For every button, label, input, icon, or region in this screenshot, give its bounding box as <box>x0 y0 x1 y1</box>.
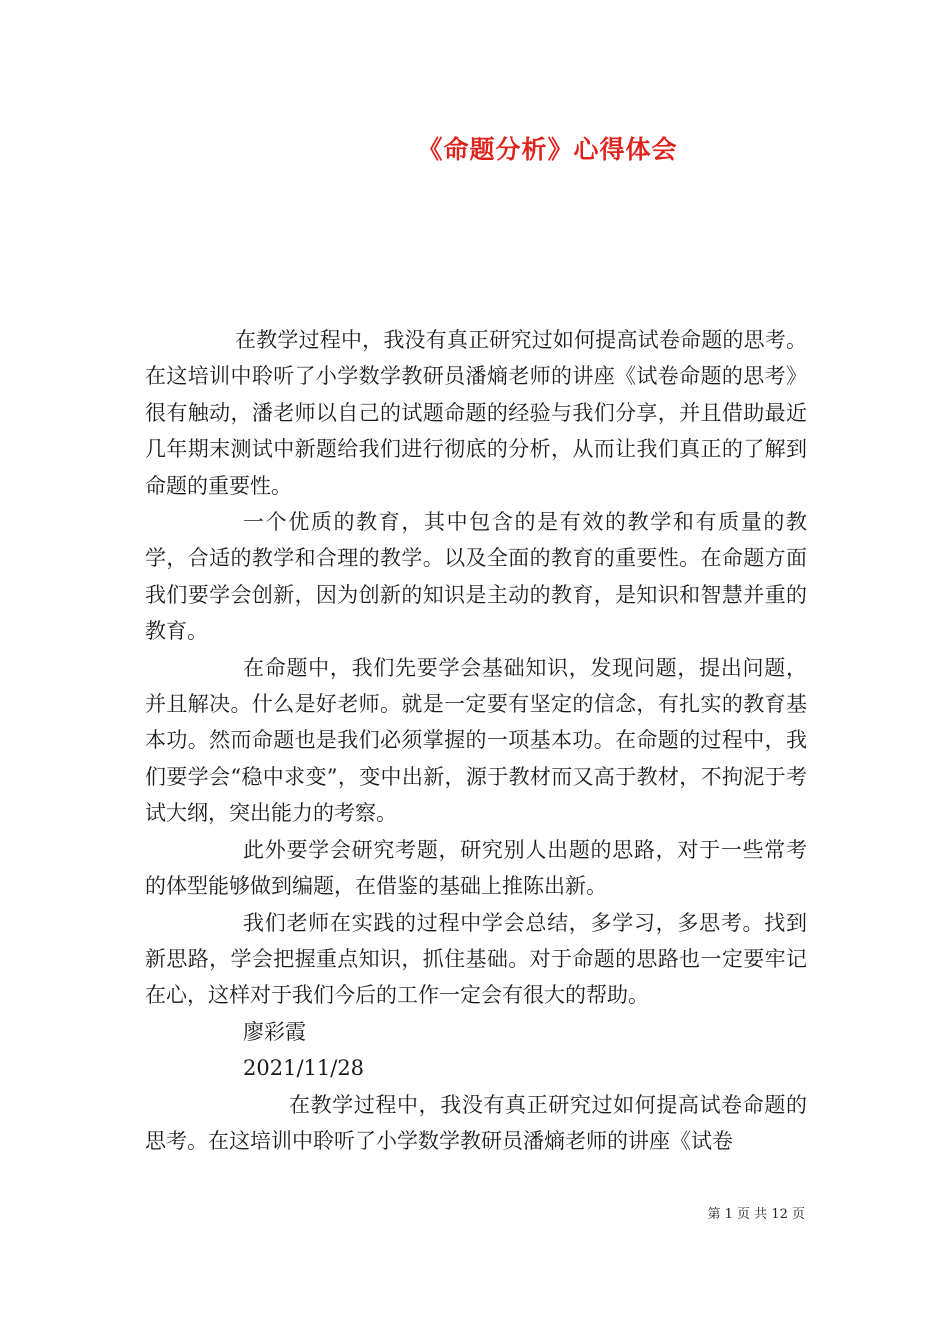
paragraph-4: 此外要学会研究考题，研究别人出题的思路，对于一些常考的体型能够做到编题，在借鉴的基础上推陈出新。 <box>145 837 807 899</box>
document-body <box>145 322 807 1159</box>
paragraph-1: 在教学过程中，我没有真正研究过如何提高试卷命题的思考。在这培训中聆听了小学数学教研员潘熵老师的讲座《试卷命题的思考》很有触动，潘老师以自己的试题命题的经验与我们分享，并且借助最近几年期末测试中新题给我们进行彻底的分析，从而让我们真正的了解到命题的重要性。 <box>145 328 807 498</box>
signature-date: 2021/11/28 <box>243 1056 365 1081</box>
page-number: 第 1 页 共 12 页 <box>707 1207 805 1222</box>
repeat-paragraph: 在教学过程中，我没有真正研究过如何提高试卷命题的思考。在这培训中聆听了小学数学教研员潘熵老师的讲座《试卷 <box>145 1092 807 1153</box>
paragraph-5: 我们老师在实践的过程中学会总结，多学习，多思考。找到新思路，学会把握重点知识，抓住基础。对于命题的思路也一定要牢记在心，这样对于我们今后的工作一定会有很大的帮助。 <box>145 910 807 1008</box>
paragraph-2: 一个优质的教育，其中包含的是有效的教学和有质量的教学，合适的教学和合理的教学。以及全面的教育的重要性。在命题方面我们要学会创新，因为创新的知识是主动的教育，是知识和智慧并重的教育。 <box>145 510 807 644</box>
signature-author: 廖彩霞 <box>243 1019 306 1044</box>
paragraph-3: 在命题中，我们先要学会基础知识，发现问题，提出问题，并且解决。什么是好老师。就是一定要有坚定的信念，有扎实的教育基本功。然而命题也是我们必须掌握的一项基本功。在命题的过程中，我们要学会“稳中求变”，变中出新，源于教材而又高于教材，不拘泥于考试大纲，突出能力的考察。 <box>145 655 807 826</box>
document-title: 《命题分析》心得体会 <box>417 135 678 164</box>
